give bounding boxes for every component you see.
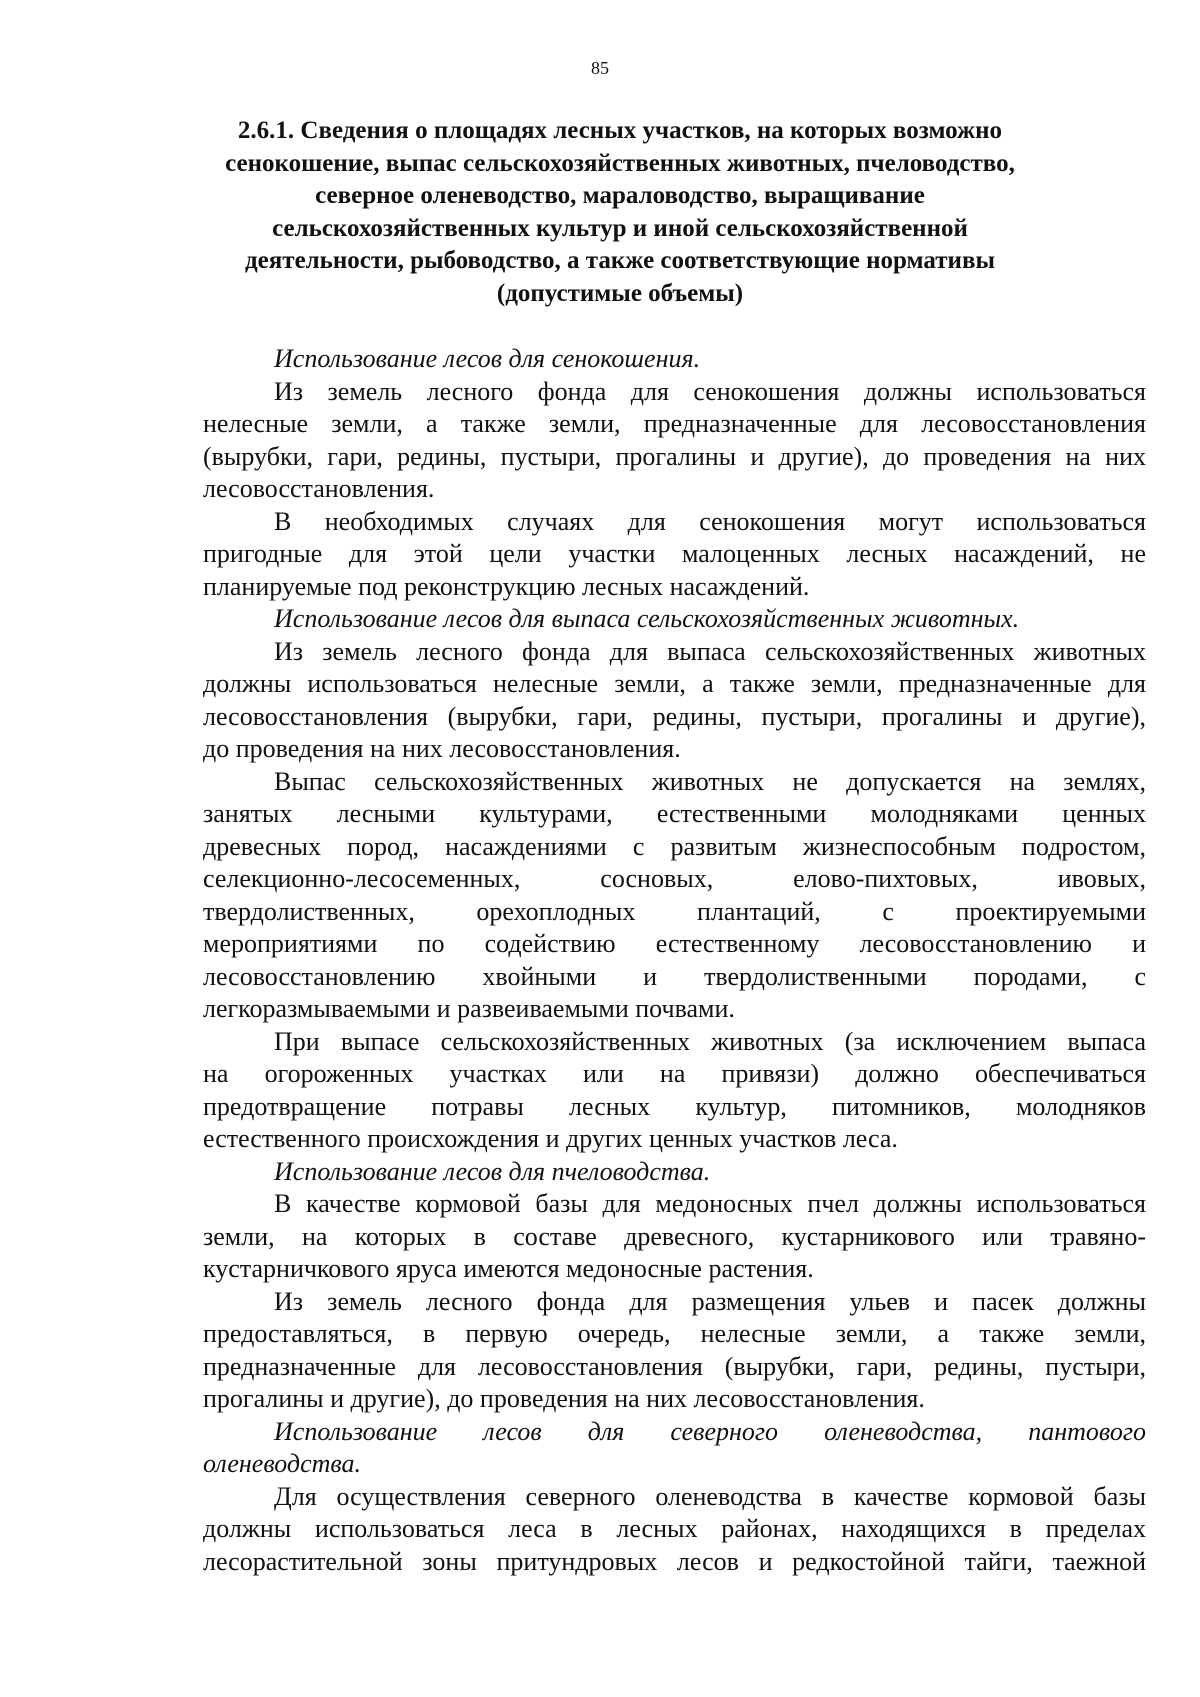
- body-line: лесовосстановления (вырубки, гари, редины, пустыри, прогалины и другие),: [203, 701, 1146, 731]
- body-line: лесорастительной зоны притундровых лесов и редкостойной тайги, таежной: [203, 1546, 1146, 1576]
- body-line: должны использоваться леса в лесных районах, находящихся в пределах: [203, 1514, 1146, 1543]
- body-line: лесовосстановлению хвойными и твердолиственными породами, с: [203, 961, 1146, 991]
- subsection-title: Использование лесов для северного оленеводства, пантового: [274, 1416, 1146, 1446]
- body-line: предоставляться, в первую очередь, нелесные земли, а также земли,: [203, 1319, 1146, 1348]
- body-line: нелесные земли, а также земли, предназначенные для лесовосстановления: [203, 409, 1146, 438]
- subsection-title: оленеводства.: [203, 1449, 361, 1478]
- body-line: В качестве кормовой базы для медоносных пчел должны использоваться: [274, 1189, 1146, 1218]
- heading-line: деятельности, рыбоводство, а также соответствующие нормативы: [245, 247, 995, 275]
- body-line: должны использоваться нелесные земли, а также земли, предназначенные для: [203, 669, 1146, 698]
- body-line: кустарничкового яруса имеются медоносные растения.: [203, 1254, 814, 1283]
- body-line: Из земель лесного фонда для выпаса сельскохозяйственных животных: [274, 636, 1146, 666]
- body-line: планируемые под реконструкцию лесных насаждений.: [203, 571, 810, 601]
- heading-line: северное оленеводство, мараловодство, выращивание: [315, 182, 925, 210]
- body-line: (вырубки, гари, редины, пустыри, прогалины и другие), до проведения на них: [203, 441, 1146, 471]
- document-body: [203, 343, 1146, 1578]
- body-line: Для осуществления северного оленеводства в качестве кормовой базы: [274, 1481, 1146, 1511]
- subsection-title: Использование лесов для пчеловодства.: [274, 1156, 711, 1186]
- body-line: предназначенные для лесовосстановления (вырубки, гари, редины, пустыри,: [203, 1351, 1146, 1381]
- body-line: лесовосстановления.: [203, 474, 435, 503]
- subsection-title: Использование лесов для выпаса сельскохозяйственных животных.: [274, 604, 1020, 633]
- body-line: селекционно-лесосеменных, сосновых, елово-пихтовых, ивовых,: [203, 864, 1146, 893]
- body-line: до проведения на них лесовосстановления.: [203, 734, 681, 763]
- section-heading: [190, 115, 1050, 311]
- body-line: При выпасе сельскохозяйственных животных (за исключением выпаса: [274, 1026, 1146, 1056]
- heading-line: сенокошение, выпас сельскохозяйственных животных, пчеловодство,: [225, 149, 1015, 177]
- body-line: древесных пород, насаждениями с развитым жизнеспособным подростом,: [203, 831, 1146, 861]
- heading-line: (допустимые объемы): [496, 279, 744, 307]
- body-line: естественного происхождения и других ценных участков леса.: [203, 1124, 898, 1153]
- body-line: Из земель лесного фонда для размещения ульев и пасек должны: [274, 1286, 1146, 1316]
- body-line: пригодные для этой цели участки малоценных лесных насаждений, не: [203, 539, 1146, 568]
- page-number: 85: [591, 58, 609, 78]
- body-line: Выпас сельскохозяйственных животных не допускается на землях,: [274, 766, 1146, 796]
- body-line: на огороженных участках или на привязи) должно обеспечиваться: [203, 1059, 1146, 1088]
- body-line: легкоразмываемыми и развеиваемыми почвами.: [203, 994, 735, 1023]
- body-line: В необходимых случаях для сенокошения могут использоваться: [274, 506, 1146, 536]
- body-line: предотвращение потравы лесных культур, питомников, молодняков: [203, 1091, 1146, 1121]
- body-line: твердолиственных, орехоплодных плантаций, с проектируемыми: [203, 896, 1146, 926]
- subsection-title: Использование лесов для сенокошения.: [274, 344, 701, 373]
- heading-line: сельскохозяйственных культур и иной сельскохозяйственной: [272, 214, 968, 242]
- body-line: прогалины и другие), до проведения на них лесовосстановления.: [203, 1384, 925, 1413]
- heading-line: 2.6.1. Сведения о площадях лесных участков, на которых возможно: [237, 117, 1003, 144]
- body-line: земли, на которых в составе древесного, кустарникового или травяно-: [203, 1221, 1146, 1251]
- body-line: Из земель лесного фонда для сенокошения должны использоваться: [274, 376, 1146, 406]
- body-line: мероприятиями по содействию естественному лесовосстановлению и: [203, 929, 1146, 958]
- body-line: занятых лесными культурами, естественными молодняками ценных: [203, 799, 1146, 828]
